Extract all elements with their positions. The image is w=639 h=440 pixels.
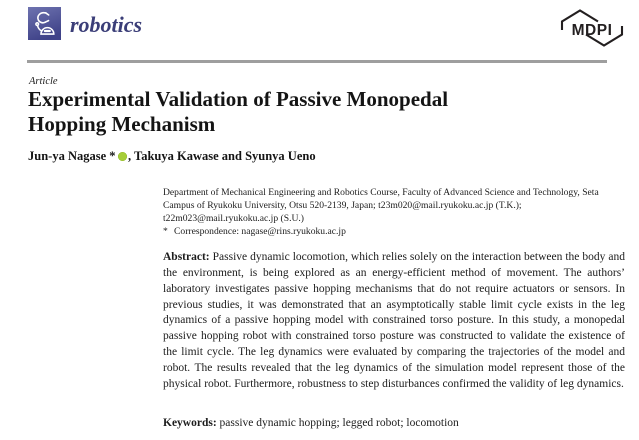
robotics-journal-logo [28, 7, 61, 40]
front-matter-column [163, 187, 625, 440]
orcid-icon[interactable] [118, 152, 128, 162]
author-name-with-asterisk: Jun-ya Nagase * [28, 149, 116, 163]
affiliation-block [163, 187, 625, 239]
article-type-label: Article [29, 76, 58, 87]
correspondence-line [163, 226, 625, 239]
paper-title: Experimental Validation of Passive Monopedal Hopping Mechanism [28, 87, 449, 136]
abstract-paragraph [163, 250, 625, 393]
abstract-text: Passive dynamic locomotion, which relies solely on the interaction between the body and the environment, is being explored as an energy-efficient method of movement. The authors’ laboratory investigates passive hopping mechanisms that do not require actuators or sensors. In previous studies, it was demonstrated that an asymptotically stable limit cycle exists in the leg dynamics of a passive hopping model with constrained torso posture. In this study, a monopedal passive hopping robot with constrained torso posture was constructed to validate the existence of the limit cycle. The leg dynamics were evaluated by comparing the trajectories of the model and robot. The results revealed that the leg dynamics of the simulation model represent those of the physical robot. Furthermore, robustness to step disturbances confirmed the validity of leg dynamics. [163, 251, 625, 390]
correspondence-email: Correspondence: nagase@rins.ryukoku.ac.jp [174, 225, 346, 237]
authors-line [28, 149, 316, 164]
correspondence-marker: * [163, 225, 168, 237]
affiliation-text: Department of Mechanical Engineering and Robotics Course, Faculty of Advanced Science and Technology, Seta Campus of Ryukoku University, Otsu 520-2139, Japan; t23m020@mail.ryukoku.ac.jp (T.K.); t22m023@mail.ryukoku.ac.jp (S.U.) [163, 187, 599, 224]
robot-arm-icon [30, 9, 59, 38]
mdpi-logo [558, 9, 626, 47]
abstract-label: Abstract: [163, 251, 210, 263]
keywords-text: passive dynamic hopping; legged robot; locomotion [216, 417, 459, 429]
coauthor-names: , Takuya Kawase and Syunya Ueno [128, 149, 316, 163]
header-divider [27, 60, 607, 63]
mdpi-logo-text: MDPI [571, 22, 613, 39]
journal-name: robotics [70, 12, 143, 37]
keywords-line [163, 416, 625, 432]
keywords-label: Keywords: [163, 417, 217, 429]
